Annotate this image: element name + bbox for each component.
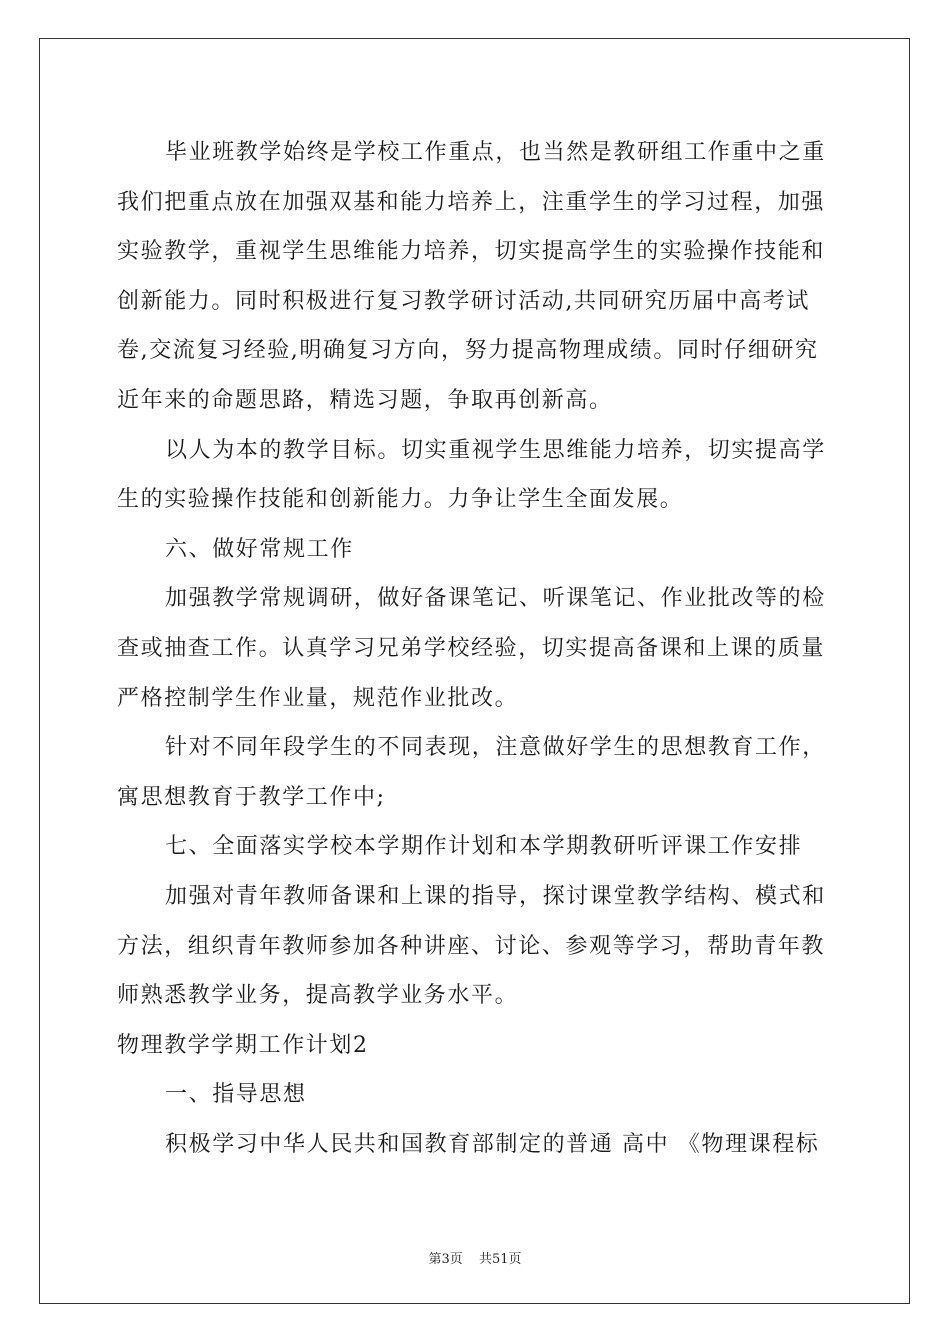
text-line: 针对不同年段学生的不同表现，注意做好学生的思想教育工作， bbox=[165, 735, 826, 761]
text-line: 方法，组织青年教师参加各种讲座、讨论、参观等学习，帮助青年教 bbox=[117, 933, 826, 959]
text-line: 一、指导思想 bbox=[165, 1082, 307, 1108]
text-line: 师熟悉教学业务，提高教学业务水平。 bbox=[117, 983, 519, 1009]
text-line: 严格控制学生作业量，规范作业批改。 bbox=[117, 685, 519, 711]
page-number: 第3页 bbox=[428, 1252, 463, 1267]
text-line: 七、全面落实学校本学期作计划和本学期教研听评课工作安排 bbox=[165, 834, 803, 860]
text-line: 六、做好常规工作 bbox=[165, 536, 354, 562]
page-total: 共51页 bbox=[478, 1252, 522, 1267]
text-line: 加强对青年教师备课和上课的指导，探讨课堂教学结构、模式和 bbox=[165, 883, 826, 909]
text-line: 近年来的命题思路，精选习题，争取再创新高。 bbox=[117, 387, 613, 413]
text-line: 加强教学常规调研，做好备课笔记、听课笔记、作业批改等的检 bbox=[165, 586, 826, 612]
text-line: 毕业班教学始终是学校工作重点，也当然是教研组工作重中之重 bbox=[165, 140, 826, 165]
text-line: 查或抽查工作。认真学习兄弟学校经验，切实提高备课和上课的质量 bbox=[117, 635, 826, 661]
text-line: 生的实验操作技能和创新能力。力争让学生全面发展。 bbox=[117, 487, 684, 513]
document-body bbox=[117, 128, 837, 1169]
text-line: 实验教学，重视学生思维能力培养，切实提高学生的实验操作技能和 bbox=[117, 239, 826, 265]
text-line: 我们把重点放在加强双基和能力培养上，注重学生的学习过程，加强 bbox=[117, 189, 826, 215]
text-line: 创新能力。同时积极进行复习教学研讨活动,共同研究历届中高考试 bbox=[117, 288, 810, 314]
text-line: 以人为本的教学目标。切实重视学生思维能力培养，切实提高学 bbox=[165, 437, 826, 463]
text-line: 物理教学学期工作计划2 bbox=[117, 1032, 369, 1058]
text-line: 积极学习中华人民共和国教育部制定的普通 高中 《物理课程标 bbox=[165, 1131, 820, 1157]
page-footer bbox=[0, 1248, 950, 1267]
text-line: 卷,交流复习经验,明确复习方向，努力提高物理成绩。同时仔细研究 bbox=[117, 338, 819, 364]
text-line: 寓思想教育于教学工作中; bbox=[117, 784, 386, 810]
